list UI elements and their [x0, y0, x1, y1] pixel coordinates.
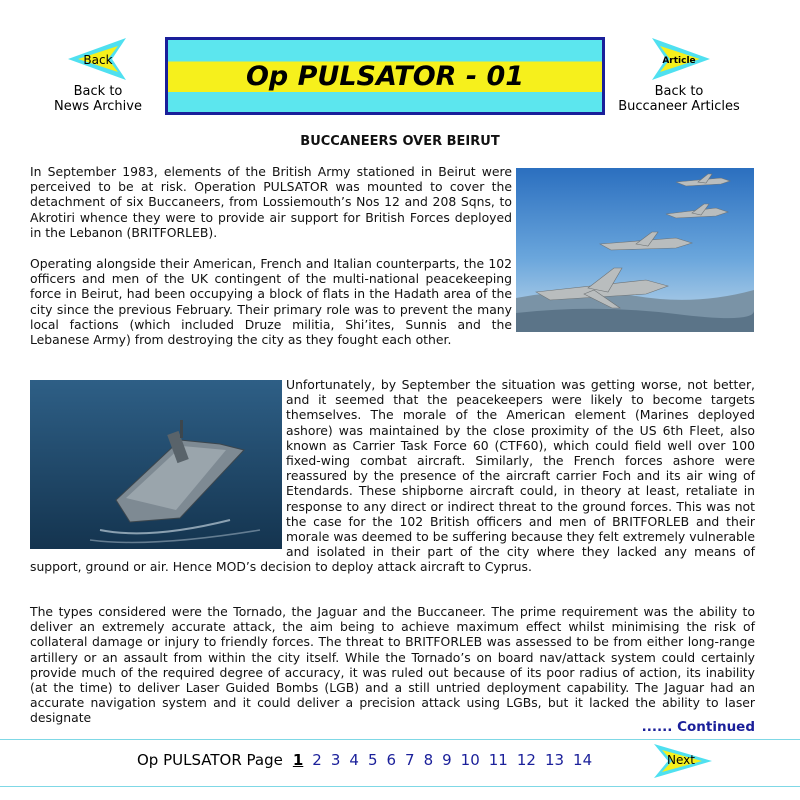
back-arrow-icon[interactable]	[68, 38, 128, 80]
pager-current-page: 1	[292, 751, 304, 769]
article-arrow-label: Article	[662, 56, 696, 66]
pager-page-2[interactable]: 2	[312, 751, 322, 769]
pager-page-5[interactable]: 5	[367, 751, 378, 769]
article-arrow-icon[interactable]	[648, 38, 710, 80]
pager-page-4[interactable]: 4	[349, 751, 359, 769]
page-navigation	[137, 751, 601, 769]
article-caption-line2: Buccaneer Articles	[618, 99, 740, 114]
carrier-photo-spacer	[30, 377, 286, 549]
pager-page-3[interactable]: 3	[330, 751, 341, 769]
pager-page-11[interactable]: 11	[488, 751, 508, 769]
paragraph-1: In September 1983, elements of the British Army stationed in Beirut were perceived to be at risk. Operation PULSATOR was mounted to cover the detachment of six Buccaneers, from Lossiemouth’s Nos 12 and 208 Sqns, to Akrotiri whence they were to provide air support for British Forces deployed in the Lebanon (BRITFORLEB).	[30, 164, 512, 240]
paragraph-3	[30, 377, 755, 575]
next-page-button[interactable]	[650, 744, 712, 778]
page-title-banner	[165, 37, 605, 115]
article-caption-line1: Back to	[654, 84, 704, 99]
pager-label: Op PULSATOR Page	[137, 751, 283, 769]
pager-page-9[interactable]: 9	[442, 751, 452, 769]
divider-bottom	[0, 786, 800, 787]
back-to-buccaneer-articles-link[interactable]	[612, 38, 746, 114]
paragraph-2: Operating alongside their American, French and Italian counterparts, the 102 officers and men of the UK contingent of the multi-national peacekeeping force in Beirut, had been occupying a block of flats in the Hadath area of the city since the previous February. Their primary role was to prevent the many local factions (which included Druze militia, Shi’ites, Sunnis and the Lebanese Army) from destroying the city as they fought each other.	[30, 256, 512, 348]
back-to-news-archive-link[interactable]	[48, 38, 148, 114]
pager-page-13[interactable]: 13	[544, 751, 565, 769]
continued-link[interactable]: ...... Continued	[641, 719, 755, 735]
buccaneer-formation-photo	[516, 168, 754, 332]
article-subtitle: BUCCANEERS OVER BEIRUT	[300, 134, 500, 149]
paragraph-4: The types considered were the Tornado, the Jaguar and the Buccaneer. The prime requirement was the ability to deliver an extremely accurate attack, the aim being to achieve maximum effect whilst minimising the risk of collateral damage or injury to friendly forces. The threat to BRITFORLEB was assessed to be from either long-range artillery or an assault from within the city itself. While the Tornado’s on board nav/attack system could certainly provide much of the required degree of accuracy, it was ruled out because of its poor radius of action, its inability (at the time) to deliver Laser Guided Bombs (LGB) and a still untried deployment capability. The Jaguar had an accurate navigation system and it could deliver a precision attack using LGBs, but it lacked the ability to laser designate	[30, 604, 755, 726]
pager-page-6[interactable]: 6	[386, 751, 397, 769]
pager-page-8[interactable]: 8	[423, 751, 434, 769]
back-caption	[48, 84, 148, 114]
next-arrow-label: Next	[667, 753, 695, 767]
pager-page-7[interactable]: 7	[405, 751, 415, 769]
divider-top	[0, 739, 800, 740]
back-arrow-label: Back	[83, 53, 113, 67]
page-title: Op PULSATOR - 01	[245, 60, 525, 92]
pager-page-10[interactable]: 10	[460, 751, 480, 769]
back-caption-line2: News Archive	[54, 99, 142, 114]
article-caption	[612, 84, 746, 114]
back-caption-line1: Back to	[73, 84, 123, 99]
paragraph-3-text: Unfortunately, by September the situation was getting worse, not better, and it seemed that the peacekeepers were likely to become targets themselves. The morale of the American element (Marines deployed ashore) was maintained by the close proximity of the US 6th Fleet, also known as Carrier Task Force 60 (CTF60), which could field well over 100 fixed-wing combat aircraft. Similarly, the French forces ashore were reassured by the presence of the aircraft carrier Foch and its air wing of Etendards. These shipborne aircraft could, in theory at least, retaliate in response to any direct or indirect threat to the ground forces. This was not the case for the 102 British officers and men of BRITFORLEB and their morale was deemed to be suffering because they felt extremely vulnerable and isolated in their part of the city where they lacked any means of support, ground or air. Hence MOD’s decision to deploy attack aircraft to Cyprus.	[30, 377, 755, 575]
pager-page-14[interactable]: 14	[573, 751, 593, 769]
pager-page-12[interactable]: 12	[516, 751, 536, 769]
